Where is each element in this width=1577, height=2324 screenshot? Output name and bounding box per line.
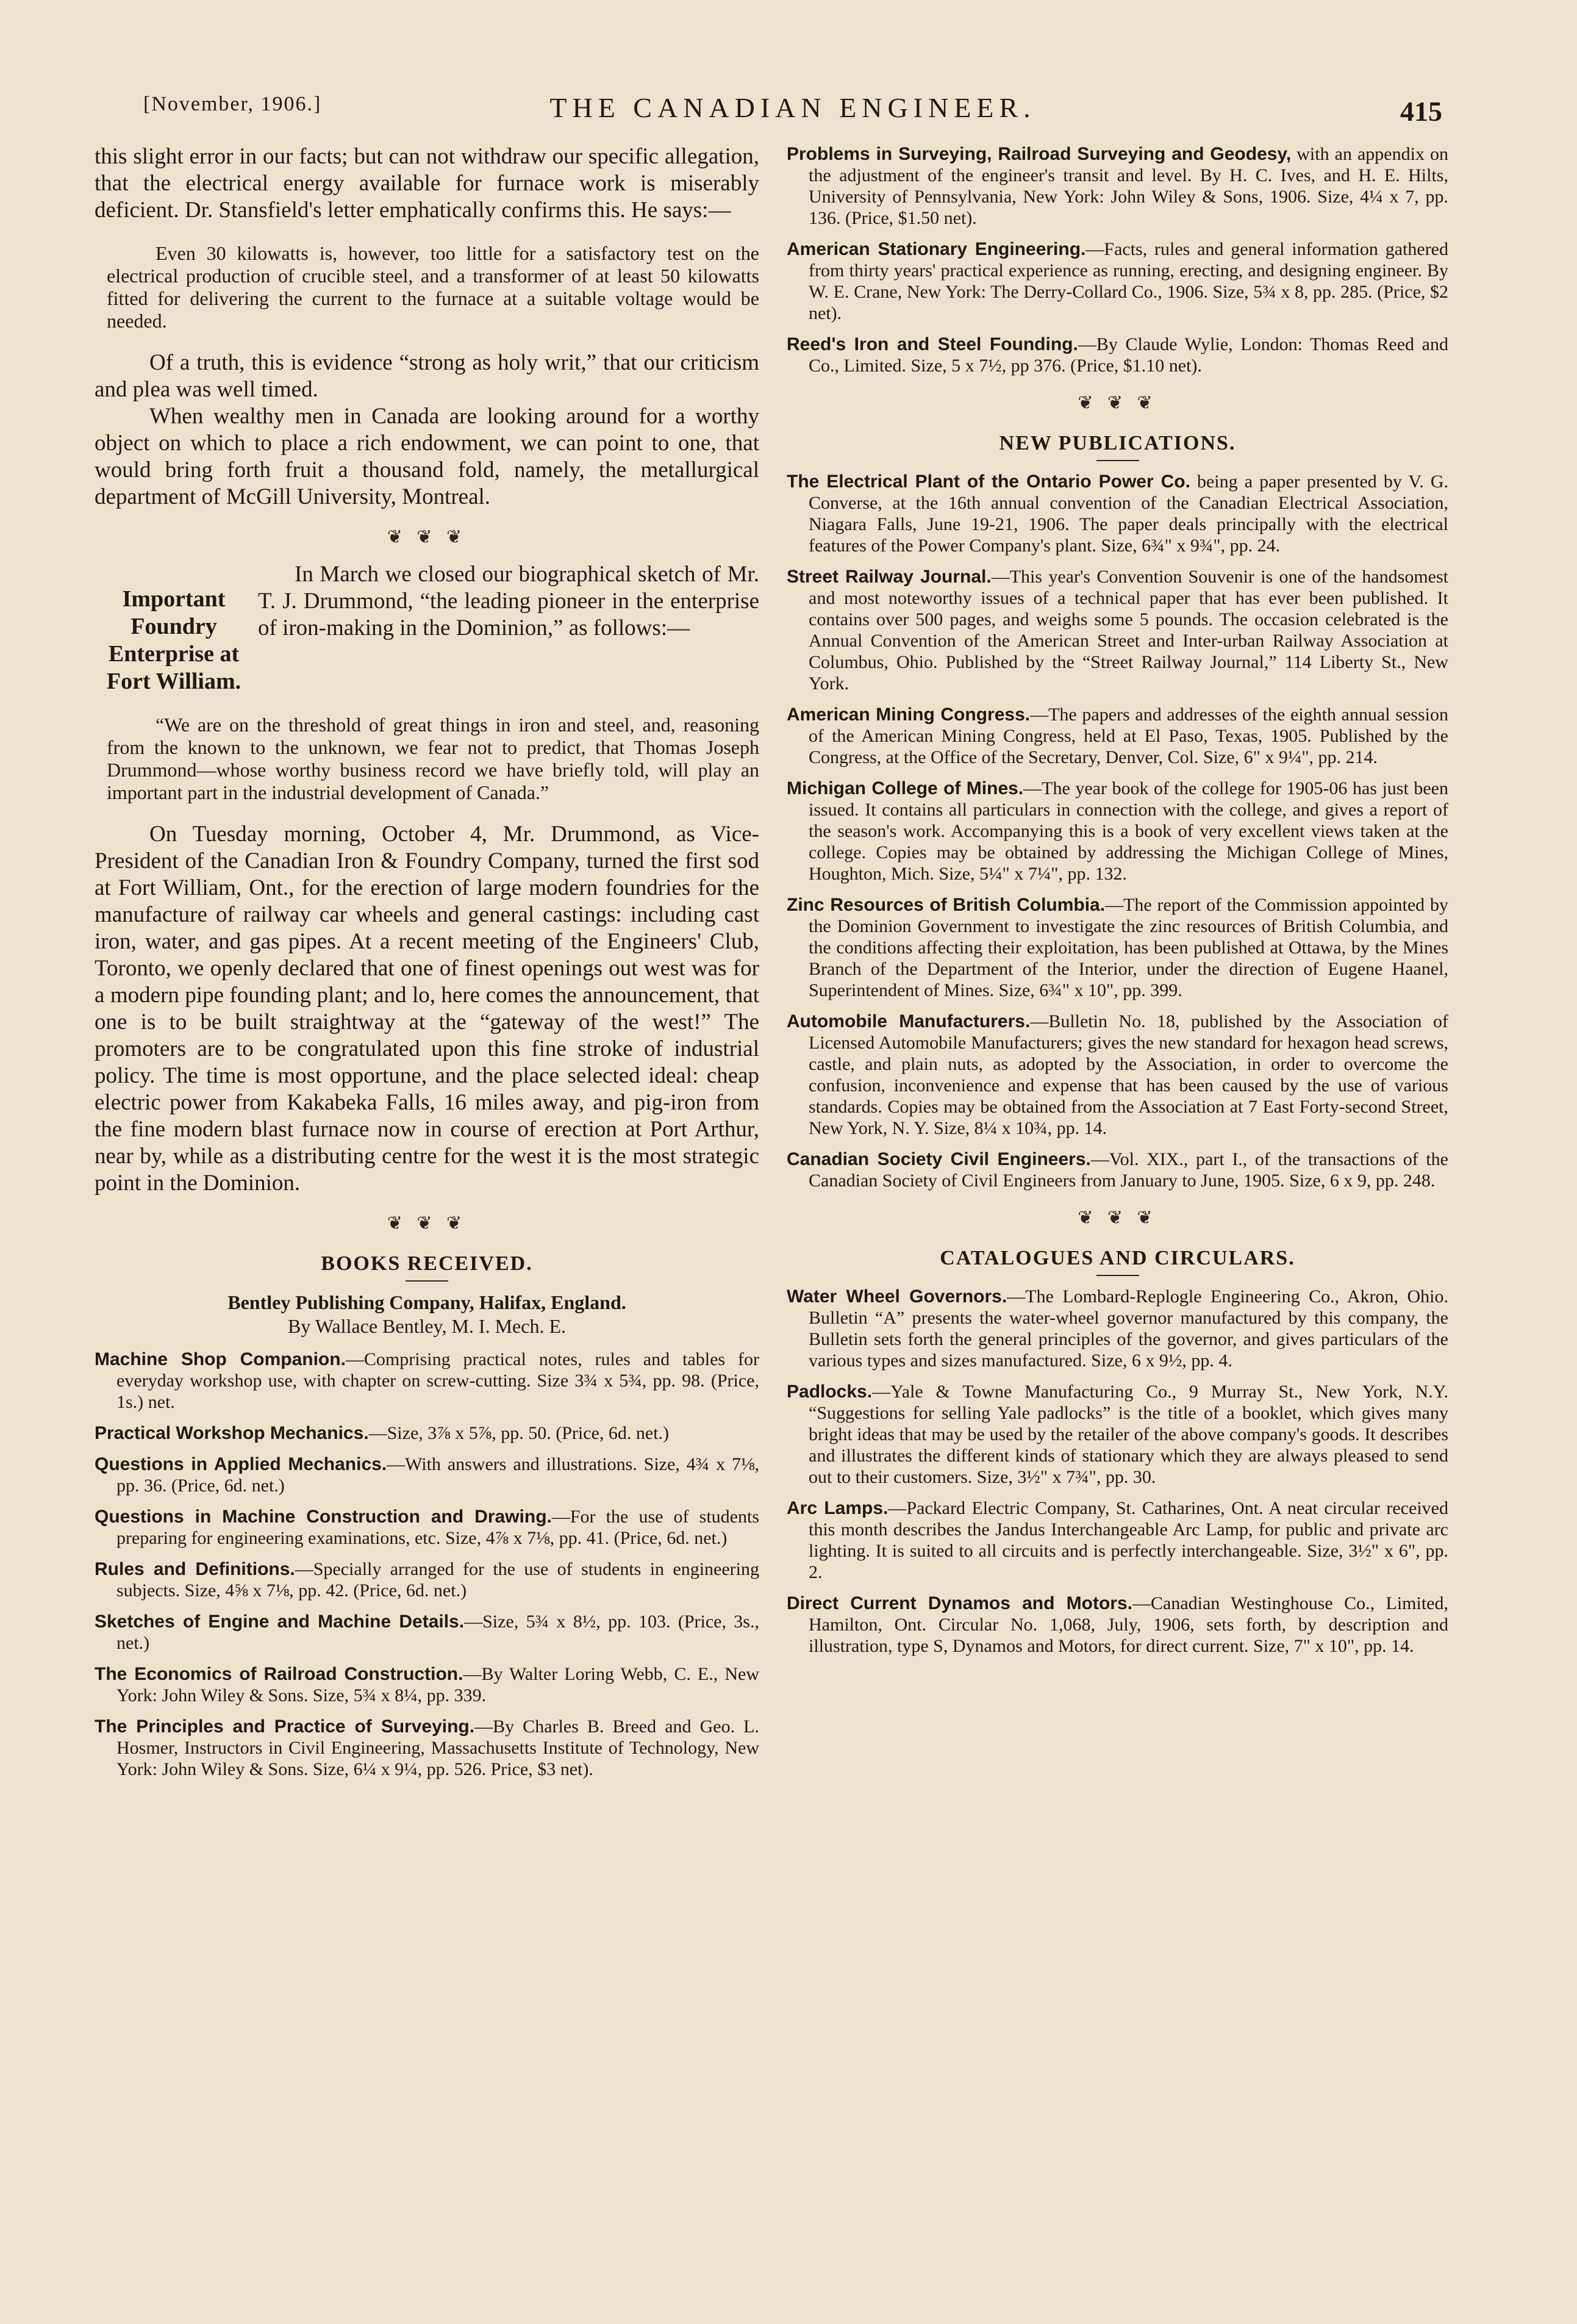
entry-text: with an appendix on the adjustment of the engineer's transit and level. By H. C. Ives, and H. E. Hilts, University of Pennsylvania, New York: John Wiley & Sons, 1906. Size, 4¼ x 7, pp. 136. (Price, $1.50 net). [809, 144, 1448, 228]
entry-title: Practical Workshop Mechanics. [95, 1423, 369, 1443]
entry-title: Padlocks. [787, 1382, 873, 1402]
entry-title: Street Railway Journal. [787, 567, 992, 587]
list-item [95, 1422, 759, 1444]
section-ornament: ❦ ❦ ❦ [1078, 393, 1157, 413]
list-item [95, 1716, 759, 1780]
paragraph: In March we closed our biographical sketch of Mr. T. J. Drummond, “the leading pioneer in the enterprise of iron-making in the Dominion,” as follows:— [258, 562, 759, 640]
list-item [787, 143, 1448, 229]
entry-title: Direct Current Dynamos and Motors. [787, 1593, 1132, 1613]
section-heading-books: BOOKS RECEIVED. [321, 1252, 533, 1275]
entry-text: —Packard Electric Company, St. Catharines, Ont. A neat circular received this month describes the Jandus Interchangeable Arc Lamp, for public and private arc lighting. It is suited to all circuits and is perfectly interchangeable. Size, 3½" x 6", pp. 2. [809, 1498, 1448, 1582]
paragraph: Of a truth, this is evidence “strong as holy writ,” that our criticism and plea was well timed. [95, 350, 759, 402]
entry-title: Arc Lamps. [787, 1498, 889, 1518]
entry-text: —Comprising practical notes, rules and tables for everyday workshop use, with chapter on screw-cutting. Size 3¾ x 5¾, pp. 98. (Price, 1s.) net. [116, 1349, 759, 1412]
list-item [787, 334, 1448, 376]
right-column [787, 143, 1448, 1666]
entry-text: —The Lombard-Replogle Engineering Co., Akron, Ohio. Bulletin “A” presents the water-wheel governor manufactured by this company, the Bulletin sets forth the general principles of the governor, and gives particulars of the various types and sizes manufactured. Size, 6 x 9½, pp. 4. [809, 1286, 1448, 1371]
block-quote: Even 30 kilowatts is, however, too little for a satisfactory test on the electrical production of crucible steel, and a transformer of at least 50 kilowatts fitted for delivering the current to the furnace at a suitable voltage would be needed. [107, 242, 759, 332]
entry-text: —By Claude Wylie, London: Thomas Reed and Co., Limited. Size, 5 x 7½, pp 376. (Price, $1.10 net). [809, 334, 1448, 376]
list-item [787, 566, 1448, 694]
entry-text: —By Walter Loring Webb, C. E., New York: John Wiley & Sons. Size, 5¾ x 8¼, pp. 339. [116, 1664, 759, 1705]
entry-text: —Specially arranged for the use of students in engineering subjects. Size, 4⅝ x 7⅛, pp. 42. (Price, 6d. net.) [116, 1559, 759, 1601]
entry-title: The Principles and Practice of Surveying. [95, 1716, 475, 1737]
entry-text: —Bulletin No. 18, published by the Association of Licensed Automobile Manufacturers; gives the new standard for hexagon head screws, castle, and plain nuts, as adopted by the Association, in order to overcome the confusion, inconvenience and expense that has been caused by the use of various standards. Copies may be obtained from the Association at 7 East Forty-second Street, New York, N. Y. Size, 8¼ x 10¾, pp. 14. [809, 1011, 1448, 1138]
entry-text: —The report of the Commission appointed by the Dominion Government to investigate the zinc resources of British Columbia, and the conditions affecting their exploitation, has been published at Ottawa, by the Mines Branch of the Department of the Interior, under the direction of Eugene Haanel, Superintendent of Mines. Size, 6¾" x 10", pp. 399. [809, 895, 1448, 1000]
list-item [95, 1506, 759, 1549]
list-item [787, 1011, 1448, 1139]
entry-text: —This year's Convention Souvenir is one of the handsomest and most noteworthy issues of a technical paper that has ever been published. It contains over 500 pages, and weighs some 5 pounds. The occasion celebrated is the Annual Convention of the American Street and Inter-urban Railway Association at Columbus, Ohio. Published by the “Street Railway Journal,” 114 Liberty St., New York. [809, 567, 1448, 694]
entry-title: Questions in Applied Mechanics. [95, 1454, 387, 1474]
entry-title: Reed's Iron and Steel Founding. [787, 334, 1078, 354]
entry-title: Canadian Society Civil Engineers. [787, 1149, 1091, 1169]
publications-list [787, 471, 1448, 1191]
list-item [787, 1149, 1448, 1191]
entry-title: Rules and Definitions. [95, 1559, 295, 1579]
entry-title: The Electrical Plant of the Ontario Power Co. [787, 472, 1190, 492]
list-item [787, 894, 1448, 1001]
list-item [95, 1349, 759, 1413]
publisher-author: By Wallace Bentley, M. I. Mech. E. [288, 1315, 566, 1337]
entry-text: —Vol. XIX., part I., of the transactions of the Canadian Society of Civil Engineers from January to June, 1905. Size, 6 x 9, pp. 248. [809, 1149, 1448, 1191]
entry-text: —Size, 3⅞ x 5⅞, pp. 50. (Price, 6d. net.) [368, 1423, 670, 1443]
list-item [787, 1286, 1448, 1371]
entry-text: —The papers and addresses of the eighth annual session of the American Mining Congress, held at El Paso, Texas, 1905. Published by the Congress, at the Office of the Secretary, Denver, Col. Size, 6" x 9¼", pp. 214. [809, 705, 1448, 767]
list-item [787, 471, 1448, 556]
catalogues-list [787, 1286, 1448, 1657]
list-item [787, 1497, 1448, 1583]
list-item [787, 1593, 1448, 1657]
heading-rule [1096, 1275, 1139, 1276]
entry-title: Questions in Machine Construction and Drawing. [95, 1507, 552, 1527]
entry-title: Michigan College of Mines. [787, 778, 1024, 798]
list-item [95, 1663, 759, 1706]
entry-text: —Size, 5¾ x 8½, pp. 103. (Price, 3s., net.) [116, 1612, 759, 1653]
section-ornament: ❦ ❦ ❦ [387, 527, 467, 547]
entry-text: —By Charles B. Breed and Geo. L. Hosmer, Instructors in Civil Engineering, Massachusetts Institute of Technology, New York: John Wiley & Sons. Size, 6¼ x 9¼, pp. 526. Price, $3 net). [116, 1716, 759, 1779]
issue-date: [November, 1906.] [143, 93, 322, 115]
list-item [787, 1381, 1448, 1488]
list-item [95, 1558, 759, 1601]
running-header [143, 85, 1442, 140]
entry-title: American Mining Congress. [787, 705, 1031, 725]
entry-text: —With answers and illustrations. Size, 4¾ x 7⅛, pp. 36. (Price, 6d. net.) [116, 1454, 759, 1496]
block-quote: “We are on the threshold of great things in iron and steel, and, reasoning from the known to the unknown, we fear not to predict, that Thomas Joseph Drummond—whose worthy business record we have briefly told, will play an important part in the industrial development of Canada.” [107, 714, 759, 803]
entry-title: The Economics of Railroad Construction. [95, 1664, 463, 1684]
section-heading-catalogues: CATALOGUES AND CIRCULARS. [940, 1247, 1295, 1269]
heading-rule [406, 1280, 448, 1282]
paragraph: this slight error in our facts; but can not withdraw our specific allegation, that the electrical energy available for furnace work is miserably deficient. Dr. Stansfield's letter emphatically confirms this. He says:— [95, 144, 759, 223]
page-number: 415 [1400, 96, 1442, 127]
section-ornament: ❦ ❦ ❦ [387, 1213, 467, 1233]
section-heading-publications: NEW PUBLICATIONS. [999, 432, 1236, 454]
paragraph: When wealthy men in Canada are looking around for a worthy object on which to place a rich endowment, we can point to one, that would bring forth fruit a thousand fold, namely, the metallurgical department of McGill University, Montreal. [95, 404, 759, 509]
entry-title: Automobile Manufacturers. [787, 1011, 1031, 1031]
list-item [95, 1454, 759, 1496]
entry-title: Sketches of Engine and Machine Details. [95, 1612, 465, 1632]
entry-title: Zinc Resources of British Columbia. [787, 895, 1106, 915]
entry-title: American Stationary Engineering. [787, 239, 1086, 259]
article-foundry [95, 561, 759, 695]
paragraph: On Tuesday morning, October 4, Mr. Drummond, as Vice-President of the Canadian Iron & Foundry Company, turned the first sod at Fort William, Ont., for the erection of large modern foundries for the manufacture of railway car wheels and general castings: including cast iron, water, and gas pipes. At a recent meeting of the Engineers' Club, Toronto, we openly declared that one of finest openings out west was for a modern pipe founding plant; and lo, here comes the announcement, that one is to be built straightway at the “gateway of the west!” The promoters are to be congratulated upon this fine stroke of industrial policy. The time is most opportune, and the place selected ideal: cheap electric power from Kakabeka Falls, 16 miles away, and pig-iron from the fine modern blast furnace now in course of erection at Port Arthur, near by, while as a distributing centre for the west it is the most strategic point in the Dominion. [95, 822, 759, 1196]
entry-text: —For the use of students preparing for engineering examinations, etc. Size, 4⅞ x 7⅛, pp. 41. (Price, 6d. net.) [116, 1507, 760, 1548]
heading-rule [1096, 460, 1139, 461]
entry-text: —Facts, rules and general information gathered from thirty years' practical experience as running, erecting, and designing engineer. By W. E. Crane, New York: The Derry-Collard Co., 1906. Size, 5¾ x 8, pp. 285. (Price, $2 net). [809, 239, 1448, 323]
entry-title: Machine Shop Companion. [95, 1349, 346, 1369]
left-column [95, 143, 759, 1790]
entry-text: being a paper presented by V. G. Converse, at the 16th annual convention of the Canadian Electrical Association, Niagara Falls, June 19-21, 1906. The paper deals principally with the electrical features of the Power Company's plant. Size, 6¾" x 9¾", pp. 24. [809, 472, 1448, 556]
books-list-continued [787, 143, 1448, 376]
entry-text: —Yale & Towne Manufacturing Co., 9 Murray St., New York, N.Y. “Suggestions for selling Yale padlocks” is the title of a booklet, which gives many bright ideas that may be used by the retailer of the above company's goods. It describes and illustrates the different kinds of stationary which they are always pleased to send out to their customers. Size, 3½" x 7¾", pp. 30. [809, 1382, 1448, 1487]
journal-title: THE CANADIAN ENGINEER. [549, 92, 1036, 123]
list-item [95, 1611, 759, 1654]
entry-title: Problems in Surveying, Railroad Surveying and Geodesy, [787, 144, 1292, 164]
entry-text: —Canadian Westinghouse Co., Limited, Hamilton, Ont. Circular No. 1,068, July, 1906, sets forth, by description and illustration, type S, Dynamos and Motors, for direct current. Size, 7" x 10", pp. 14. [809, 1593, 1448, 1656]
books-list [95, 1349, 759, 1780]
list-item [787, 704, 1448, 768]
entry-text: —The year book of the college for 1905-06 has just been issued. It contains all particulars in connection with the college, and gives a report of the season's work. Accompanying this is a book of very excellent views taken at the college. Copies may be obtained by addressing the Michigan College of Mines, Houghton, Mich. Size, 5¼" x 7¼", pp. 132. [809, 778, 1448, 884]
entry-title: Water Wheel Governors. [787, 1286, 1007, 1307]
list-item [787, 778, 1448, 884]
side-heading: Important Foundry Enterprise at Fort William. [106, 586, 241, 694]
list-item [787, 238, 1448, 324]
publisher-name: Bentley Publishing Company, Halifax, England. [227, 1291, 626, 1313]
section-ornament: ❦ ❦ ❦ [1078, 1208, 1157, 1228]
